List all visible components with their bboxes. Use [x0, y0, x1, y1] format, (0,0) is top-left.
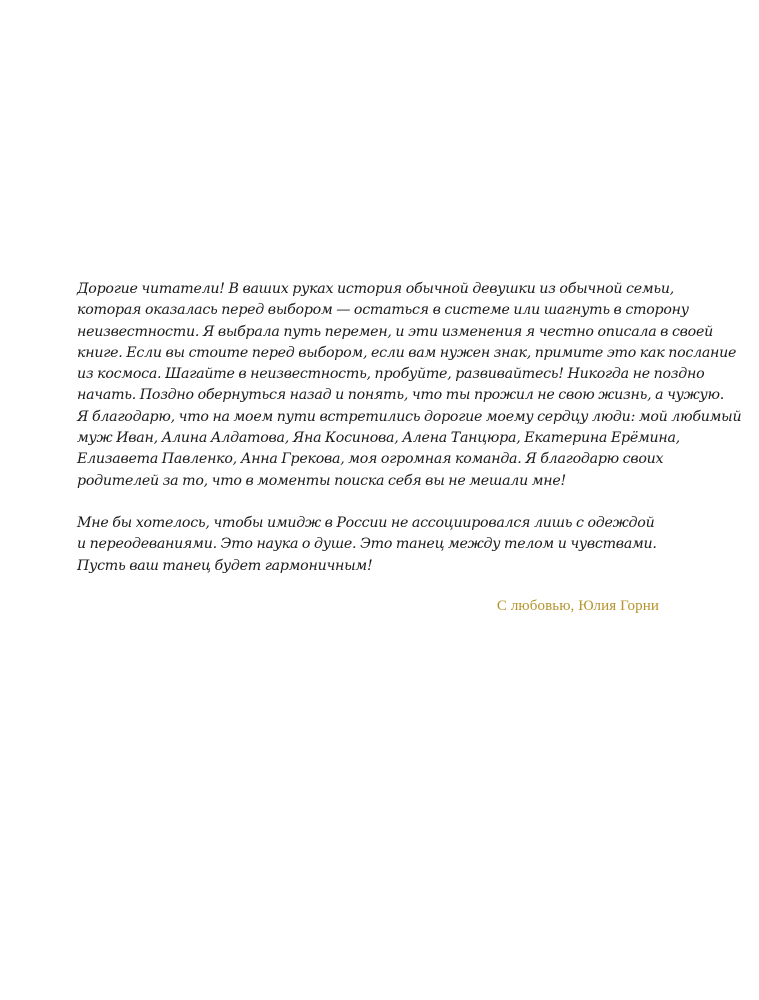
text-line: Елизавета Павленко, Анна Грекова, моя огромная команда. Я благодарю своих — [77, 451, 664, 468]
letter-body — [77, 279, 742, 577]
text-line: Дорогие читатели! В ваших руках история обычной девушки из обычной семьи, — [77, 281, 674, 297]
text-line: муж Иван, Алина Алдатова, Яна Косинова, Алена Танцюра, Екатерина Ерёмина, — [77, 430, 680, 447]
text-line: Я благодарю, что на моем пути встретились дорогие моему сердцу люди: мой любимый — [77, 408, 742, 425]
text-line: начать. Поздно обернуться назад и понять, что ты прожил не свою жизнь, а чужую. — [77, 387, 725, 404]
text-line: Мне бы хотелось, чтобы имидж в России не ассоциировался лишь с одеждой — [77, 514, 655, 531]
text-line: неизвестности. Я выбрала путь перемен, и эти изменения я честно описала в своей — [77, 323, 713, 340]
text-line: Пусть ваш танец будет гармоничным! — [77, 557, 373, 574]
text-line: из космоса. Шагайте в неизвестность, пробуйте, развивайтесь! Никогда не поздно — [77, 366, 705, 383]
paragraph-gratitude — [77, 279, 742, 492]
text-line: родителей за то, что в моменты поиска себя вы не мешали мне! — [77, 472, 566, 489]
paragraph-wish — [77, 513, 677, 577]
text-line: и переодеваниями. Это наука о душе. Это танец между телом и чувствами. — [77, 536, 657, 553]
paragraph-spacer — [77, 492, 677, 513]
text-line: книге. Если вы стоите перед выбором, если вам нужен знак, примите это как послание — [77, 344, 737, 361]
signature: С любовью, Юлия Горни — [496, 598, 659, 614]
text-line: которая оказалась перед выбором — остаться в системе или шагнуть в сторону — [77, 302, 689, 319]
